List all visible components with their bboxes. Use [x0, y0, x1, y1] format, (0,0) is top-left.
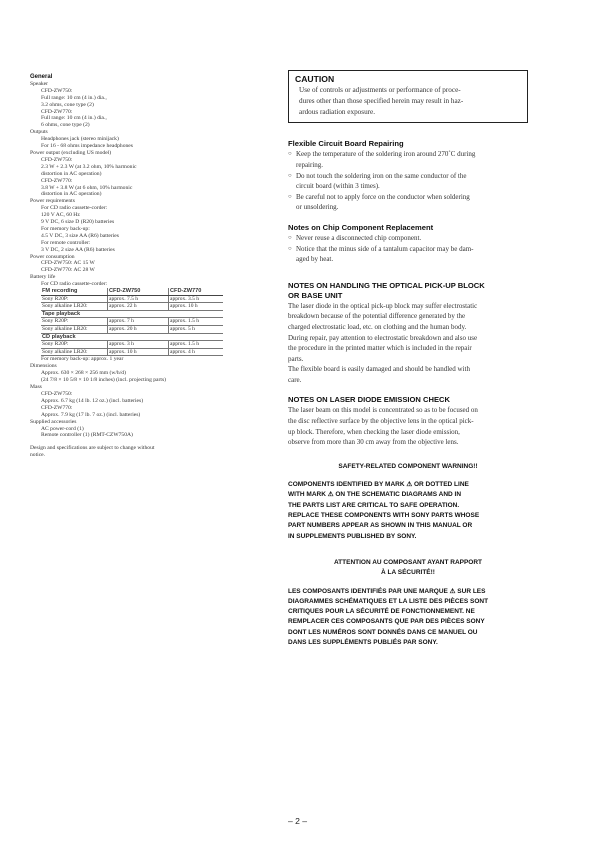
text-line: the disc reflective surface by the objective lens in the optical pick-: [288, 417, 474, 426]
bullet-line: Be careful not to apply force on the conductor when soldering: [296, 192, 470, 201]
text-line: CRITIQUES POUR LA SÉCURITÉ DE FONCTIONNEMENT. NE: [288, 608, 475, 616]
text-line: REMPLACER CES COMPOSANTS QUE PAR DES PIÈCES SONY: [288, 618, 485, 626]
table-cell: approx. 1.5 h: [169, 341, 224, 349]
outputs-heading: Outputs: [30, 129, 48, 136]
text-line: DONT LES NUMÉROS SONT DONNÉS DANS CE MANUEL OU: [288, 628, 478, 636]
text-line: The laser beam on this model is concentrated so as to be focused on: [288, 406, 478, 415]
table-cell: approx. 10 h: [169, 303, 224, 311]
speaker-line: CFD-ZW770:: [41, 108, 73, 115]
optical-title: [288, 281, 528, 301]
table-group-label: Tape playback: [41, 310, 223, 318]
text-line: DIAGRAMMES SCHÉMATIQUES ET LA LISTE DES PIÈCES SONT: [288, 597, 489, 605]
power-cons-heading: Power consumption: [30, 253, 75, 260]
caution-line: ardous radiation exposure.: [299, 107, 376, 116]
laser-title: NOTES ON LASER DIODE EMISSION CHECK: [288, 395, 451, 405]
text-line: REPLACE THESE COMPONENTS WITH SONY PARTS WHOSE: [288, 512, 480, 520]
title-line: OR BASE UNIT: [288, 290, 343, 300]
text-line: PART NUMBERS APPEAR AS SHOWN IN THIS MANUAL OR: [288, 522, 473, 530]
battery-heading: Battery life: [30, 274, 56, 281]
outputs-line: For 16 - 68 ohms impedance headphones: [41, 143, 133, 150]
table-cell: Sony R20P:: [41, 341, 108, 349]
table-cell: approx. 3.5 h: [169, 295, 224, 303]
bullet-text: [296, 192, 470, 213]
table-row: [41, 295, 223, 303]
table-cell: Sony alkaline LR20:: [41, 303, 108, 311]
dimensions-line: Approx. 630 × 268 × 256 mm (w/h/d): [41, 370, 126, 377]
battery-col-header: FM recording: [41, 288, 108, 295]
list-item: [288, 244, 528, 265]
bullet-icon: ○: [288, 193, 292, 200]
power-req-line: For memory back-up:: [41, 225, 90, 232]
bullet-line: Do not touch the soldering iron on the same conductor of the: [296, 171, 467, 180]
caution-title: CAUTION: [295, 74, 335, 84]
bullet-icon: ○: [288, 151, 292, 158]
chip-notes: [288, 233, 528, 265]
text-line: THE PARTS LIST ARE CRITICAL TO SAFE OPERATION.: [288, 501, 460, 509]
french-title: [288, 558, 528, 579]
table-cell: approx. 1.5 h: [169, 318, 224, 326]
bullet-line: repairing.: [296, 160, 324, 169]
text-line: parts.: [288, 354, 304, 363]
table-row: [41, 326, 223, 334]
bullet-line: or unsoldering.: [296, 203, 339, 212]
power-output-line: CFD-ZW770:: [41, 177, 73, 184]
speaker-line: CFD-ZW750:: [41, 87, 73, 94]
table-cell: Sony R20P:: [41, 318, 108, 326]
table-row: [41, 303, 223, 311]
speaker-line: 3.2 ohms, cone type (2): [41, 101, 94, 108]
title-line: À LA SÉCURITÉ!!: [381, 569, 435, 577]
bullet-text: [296, 171, 467, 192]
table-cell: approx. 4 h: [169, 348, 224, 356]
speaker-line: Full range: 10 cm (4 in.) dia.,: [41, 115, 107, 122]
power-output-line: distortion in AC operation): [41, 191, 102, 198]
table-row: [41, 318, 223, 326]
bullet-line: Notice that the minus side of a tantalum capacitor may be dam-: [296, 244, 474, 253]
mass-line: Approx. 6.7 kg (14 lb. 12 oz.) (incl. batteries): [41, 397, 144, 404]
chip-title: Notes on Chip Component Replacement: [288, 222, 434, 232]
spec-note-line: Design and specifications are subject to change without: [30, 445, 155, 452]
text-line: care.: [288, 375, 302, 384]
flex-title: Flexible Circuit Board Repairing: [288, 139, 404, 149]
safety-text: [288, 480, 528, 542]
flex-notes: [288, 149, 528, 213]
list-item: [288, 192, 528, 213]
power-output-line: 2.3 W + 2.3 W (at 3.2 ohm, 10% harmonic: [41, 163, 137, 170]
table-cell: approx. 22 h: [108, 303, 169, 311]
title-line: NOTES ON HANDLING THE OPTICAL PICK-UP BLOCK: [288, 280, 485, 290]
dimensions-line: (24 7/8 × 10 5/8 × 10 1/8 inches) (incl. projecting parts): [41, 377, 166, 384]
title-line: ATTENTION AU COMPOSANT AYANT RAPPORT: [333, 558, 483, 566]
text-line: DANS LES SUPPLÉMENTS PUBLIÉS PAR SONY.: [288, 639, 438, 647]
optical-text: [288, 301, 528, 386]
bullet-line: circuit board (within 3 times).: [296, 182, 380, 191]
page-number: – 2 –: [287, 816, 308, 826]
bullet-icon: ○: [288, 172, 292, 179]
mass-heading: Mass: [30, 384, 42, 391]
caution-box: [288, 70, 528, 123]
power-output-line: distortion in AC operation): [41, 170, 102, 177]
mass-line: CFD-ZW750:: [41, 390, 73, 397]
bullet-text: [296, 244, 473, 265]
power-req-line: For CD radio cassette-corder:: [41, 205, 108, 212]
bullet-text: [296, 149, 475, 170]
mass-line: Approx. 7.9 kg (17 lb. 7 oz.) (incl. batteries): [41, 411, 141, 418]
power-cons-line: CFD-ZW750: AC 15 W: [41, 260, 95, 267]
bullet-line: Keep the temperature of the soldering iron around 270˚C during: [296, 150, 476, 159]
battery-col-header: CFD-ZW770: [169, 288, 224, 295]
battery-col-header: CFD-ZW750: [108, 288, 169, 295]
power-output-line: CFD-ZW750:: [41, 156, 73, 163]
accessories-line: Remote controller (1) (RMT-CZW750A): [41, 432, 133, 439]
caution-line: Use of controls or adjustments or performance of proce-: [299, 86, 461, 94]
bullet-line: aged by heat.: [296, 255, 334, 264]
list-item: [288, 233, 528, 244]
list-item: [288, 171, 528, 192]
table-cell: Sony R20P:: [41, 295, 108, 303]
text-line: WITH MARK ⚠ ON THE SCHEMATIC DIAGRAMS AND IN: [288, 491, 462, 499]
text-line: charged electrostatic load, etc. on clothing and the human body.: [288, 322, 467, 331]
text-line: COMPONENTS IDENTIFIED BY MARK ⚠ OR DOTTED LINE: [288, 481, 469, 489]
french-text: [288, 587, 528, 649]
table-cell: approx. 5 h: [169, 326, 224, 334]
battery-memory: For memory back-up: approx. 1 year: [41, 356, 124, 363]
table-cell: Sony alkaline LR20:: [41, 348, 108, 356]
text-line: LES COMPOSANTS IDENTIFIÉS PAR UNE MARQUE ⚠ SUR LES: [288, 587, 486, 595]
outputs-line: Headphones jack (stereo minijack): [41, 136, 119, 143]
text-line: the procedure in the printed matter which is included in the repair: [288, 344, 472, 353]
text-line: IN SUPPLEMENTS PUBLISHED BY SONY.: [288, 532, 417, 540]
power-output-line: 3.8 W + 3.8 W (at 6 ohm, 10% harmonic: [41, 184, 133, 191]
text-line: breakdown because of the potential difference generated by the: [288, 312, 466, 321]
bullet-line: Never reuse a disconnected chip component.: [296, 233, 422, 242]
table-row: [41, 341, 223, 349]
battery-table: [41, 288, 223, 356]
speaker-heading: Speaker: [30, 80, 49, 87]
power-output-heading: Power output (excluding US model): [30, 149, 112, 156]
general-title: General: [30, 74, 53, 80]
power-req-heading: Power requirements: [30, 198, 75, 205]
power-req-line: For remote controller:: [41, 239, 91, 246]
speaker-line: Full range: 10 cm (4 in.) dia.,: [41, 94, 107, 101]
mass-line: CFD-ZW770:: [41, 404, 73, 411]
accessories-heading: Supplied accessories: [30, 418, 77, 425]
power-req-line: 120 V AC, 60 Hz: [41, 212, 80, 219]
bullet-icon: ○: [288, 245, 292, 252]
accessories-line: AC power-cord (1): [41, 425, 84, 432]
text-line: During repair, pay attention to electrostatic breakdown and also use: [288, 333, 478, 342]
table-group-row: [41, 333, 223, 341]
power-req-line: 4.5 V DC, 3 size AA (R6) batteries: [41, 232, 119, 239]
battery-sub: For CD radio cassette-corder:: [41, 281, 108, 288]
table-group-label: CD playback: [41, 333, 223, 341]
table-cell: approx. 20 h: [108, 326, 169, 334]
table-group-row: [41, 310, 223, 318]
caution-line: dures other than those specified herein may result in haz-: [299, 96, 464, 105]
battery-table-header: [41, 288, 223, 295]
spec-note-line: notice.: [30, 452, 46, 459]
table-cell: approx. 7.5 h: [108, 295, 169, 303]
table-row: [41, 348, 223, 356]
text-line: The flexible board is easily damaged and should be handled with: [288, 365, 470, 374]
bullet-icon: ○: [288, 234, 292, 241]
text-line: The laser diode in the optical pick-up block may suffer electrostatic: [288, 301, 478, 310]
table-cell: Sony alkaline LR20:: [41, 326, 108, 334]
service-notes-column: [288, 70, 528, 648]
laser-text: [288, 405, 528, 447]
power-req-line: 3 V DC, 2 size AA (R6) batteries: [41, 246, 115, 253]
table-cell: approx. 10 h: [108, 348, 169, 356]
specifications-column: [30, 74, 252, 459]
table-cell: approx. 7 h: [108, 318, 169, 326]
text-line: up block. Therefore, when checking the laser diode emission,: [288, 427, 460, 436]
text-line: observe from more than 30 cm away from the objective lens.: [288, 438, 459, 447]
speaker-line: 6 ohms, cone type (2): [41, 122, 90, 129]
dimensions-heading: Dimensions: [30, 363, 57, 370]
table-cell: approx. 3 h: [108, 341, 169, 349]
safety-title: SAFETY-RELATED COMPONENT WARNING!!: [338, 462, 478, 470]
power-cons-line: CFD-ZW770: AC 28 W: [41, 267, 95, 274]
list-item: [288, 149, 528, 170]
power-req-line: 9 V DC, 6 size D (R20) batteries: [41, 219, 115, 226]
